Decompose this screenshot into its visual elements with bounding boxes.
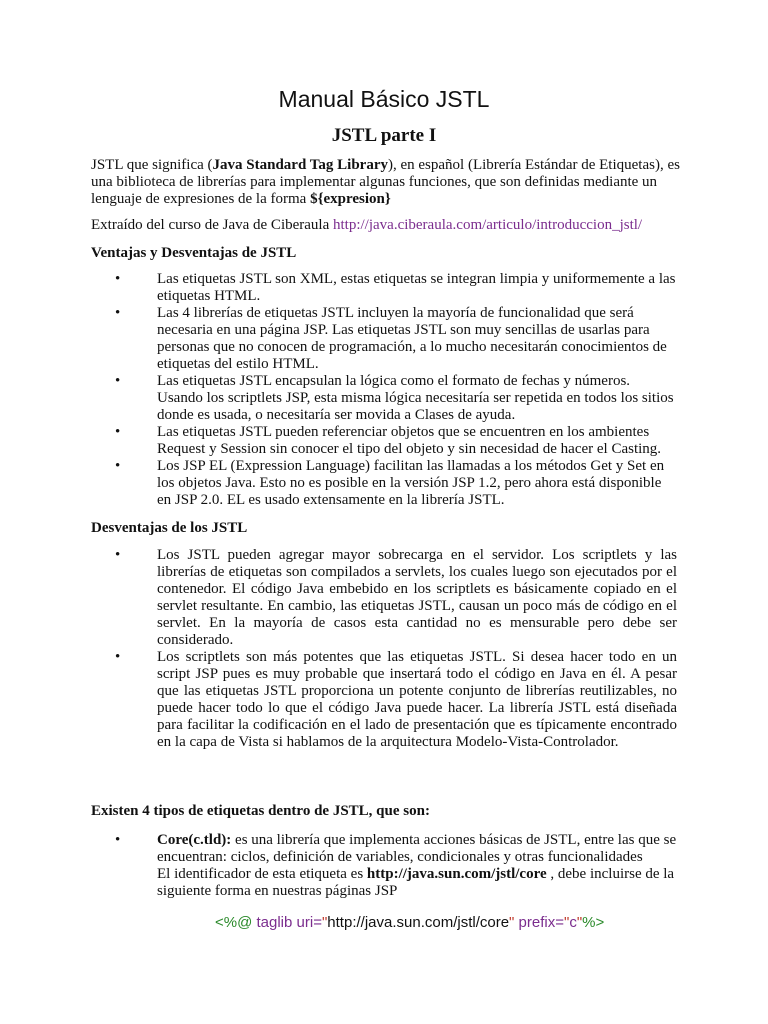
list-item: • Los scriptlets son más potentes que las etiquetas JSTL. Si desea hacer todo en un script JSP pues es muy probable que insertará todo el código en Java en él. A pesar que las etiquetas JSTL proporciona un potente conjunto de librerías reutilizables, no puede hacer todo lo que el código Java puede hacer. La librería JSTL está diseñada para facilitar la codificación en el lado de presentación que es típicamente encontrado en la capa de Vista si hablamos de la arquitectura Modelo-Vista-Controlador. <box>115 649 677 750</box>
ident-text-1: El identificador de esta etiqueta es <box>157 866 367 882</box>
intro-bold-1: Java Standard Tag Library <box>212 157 388 173</box>
list-item: • Las 4 librerías de etiquetas JSTL incluyen la mayoría de funcionalidad que será necesaria en una página JSP. Las etiquetas JSTL son muy sencillas de usarlas para personas que no conocen de programación, a lo mucho necesitarán conocimientos de etiquetas del estilo HTML. <box>115 305 667 372</box>
bullet-icon: • <box>115 547 121 563</box>
source-paragraph <box>91 217 691 234</box>
list-item: • Las etiquetas JSTL son XML, estas etiquetas se integran limpia y uniformemente a las etiquetas HTML. <box>115 271 676 304</box>
bullet-icon: • <box>115 832 121 848</box>
desventajas-list <box>0 547 677 751</box>
taglib-code-line: <%@ taglib uri="http://java.sun.com/jstl/core" prefix="c"%> <box>215 914 605 931</box>
source-text: Extraído del curso de Java de Ciberaula <box>91 217 333 233</box>
core-label: Core(c.tld): <box>157 832 232 848</box>
source-link[interactable]: http://java.ciberaula.com/articulo/introduccion_jstl/ <box>333 217 643 233</box>
core-text: es una librería que implementa acciones básicas de JSTL, entre las que se encuentran: ciclos, definición de variables, condicionales y otras funcionalidades <box>157 832 677 865</box>
ventajas-heading: Ventajas y Desventajas de JSTL <box>91 245 297 261</box>
list-item: • Los JSTL pueden agregar mayor sobrecarga en el servidor. Los scriptlets y las librerías de etiquetas son compilados a servlets, los cuales luego son ejecutados por el contenedor. El código Java embebido en los scriptlets es básicamente copiado en el servlet resultante. En cambio, las etiquetas JSTL, causan un poco más de código en el servlet. En la mayoría de casos esta cantidad no es mensurable pero debe ser considerado. <box>115 547 677 648</box>
ident-bold: http://java.sun.com/jstl/core <box>366 866 547 882</box>
list-item: • Las etiquetas JSTL pueden referenciar objetos que se encuentren en los ambientes Request y Session sin conocer el tipo del objeto y sin necesidad de hacer el Casting. <box>115 424 662 457</box>
intro-text-2: ), en español (Librería Estándar de Etiquetas), es una biblioteca de librerías para implementar algunas funciones, que son definidas mediante un lenguaje de expresiones de la forma <box>91 157 680 207</box>
document-subtitle: JSTL parte I <box>331 125 437 146</box>
ident-text-2: , debe incluirse de la siguiente forma en nuestras páginas JSP <box>157 866 675 899</box>
intro-bold-2: ${expresion} <box>310 191 391 207</box>
bullet-icon: • <box>115 305 121 321</box>
list-item: • Los JSP EL (Expression Language) facilitan las llamadas a los métodos Get y Set en los objetos Java. Esto no es posible en la versión JSP 1.2, pero ahora está disponible en JSP 2.0. EL es usado extensamente en la librería JSTL. <box>115 458 665 508</box>
intro-text-1: JSTL que significa ( <box>91 157 213 173</box>
bullet-icon: • <box>115 271 121 287</box>
tipos-heading: Existen 4 tipos de etiquetas dentro de JSTL, que son: <box>91 803 430 819</box>
list-item: • Las etiquetas JSTL encapsulan la lógica como el formato de fechas y números. Usando los scriptlets JSP, esta misma lógica necesitaría ser repetida en todos los sitios donde es usada, o necesitaría ser movida a Clases de ayuda. <box>115 373 674 423</box>
bullet-icon: • <box>115 458 121 474</box>
desventajas-heading: Desventajas de los JSTL <box>91 520 248 536</box>
tipos-list <box>0 832 677 900</box>
intro-paragraph <box>91 157 691 208</box>
ventajas-list <box>0 271 677 509</box>
bullet-icon: • <box>115 373 121 389</box>
list-item <box>0 832 677 900</box>
document-title: Manual Básico JSTL <box>278 86 490 112</box>
bullet-icon: • <box>115 649 121 665</box>
bullet-icon: • <box>115 424 121 440</box>
